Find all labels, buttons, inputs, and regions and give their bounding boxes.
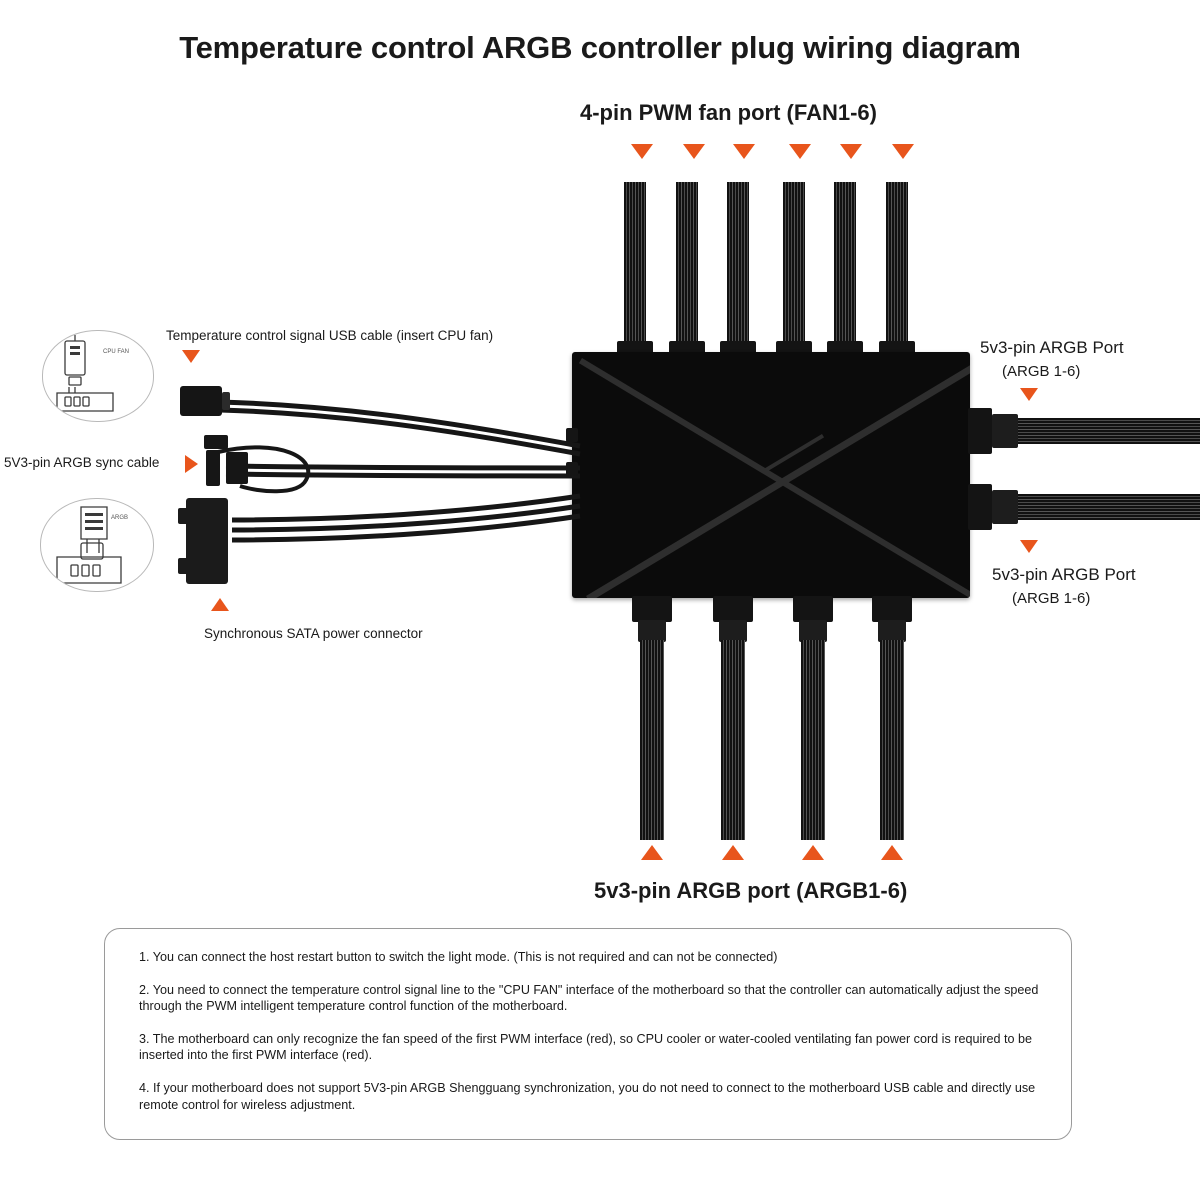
arrow-right-argb-sync-cable bbox=[185, 455, 198, 473]
connector-argb-bottom-2[interactable] bbox=[713, 596, 753, 622]
note-item-4: 4. If your motherboard does not support 5V3-pin ARGB Shengguang synchronization, you do not need to connect to the motherboard USB cable and directly use remote control for wireless adjustment. bbox=[139, 1081, 1036, 1112]
arrow-down-fan-5 bbox=[840, 144, 862, 159]
cable-argb-right-1 bbox=[1018, 418, 1200, 444]
usb-cable-plug-lip bbox=[222, 392, 230, 410]
arrow-down-usb-cable bbox=[182, 350, 200, 363]
cable-fan-2 bbox=[676, 182, 698, 354]
arrow-down-fan-2 bbox=[683, 144, 705, 159]
cable-fan-4 bbox=[783, 182, 805, 354]
connector-argb-right-1[interactable] bbox=[968, 408, 992, 454]
arrow-down-fan-6 bbox=[892, 144, 914, 159]
connector-argb-bottom-3-lip bbox=[799, 620, 827, 642]
connector-left-usb[interactable] bbox=[566, 428, 578, 442]
cable-argb-bottom-1 bbox=[640, 640, 664, 840]
label-argb-sync-cable: 5V3-pin ARGB sync cable bbox=[4, 455, 160, 470]
argb-controller-box[interactable] bbox=[572, 352, 970, 598]
arrow-down-argb-right-1 bbox=[1020, 388, 1038, 401]
controller-highlight-3 bbox=[762, 434, 824, 473]
cable-argb-right-2 bbox=[1018, 494, 1200, 520]
label-fan-top-ports: 4-pin PWM fan port (FAN1-6) bbox=[580, 100, 877, 125]
arrow-down-argb-right-2 bbox=[1020, 540, 1038, 553]
cable-argb-bottom-2 bbox=[721, 640, 745, 840]
connector-argb-right-2-lip bbox=[992, 490, 1018, 524]
arrow-up-argb-bottom-1 bbox=[641, 845, 663, 860]
arrow-up-sata-power bbox=[211, 598, 229, 611]
connector-argb-bottom-1[interactable] bbox=[632, 596, 672, 622]
notes-panel bbox=[104, 928, 1072, 1140]
label-usb-cable: Temperature control signal USB cable (insert CPU fan) bbox=[166, 328, 494, 343]
note-item-3: 3. The motherboard can only recognize the fan speed of the first PWM interface (red), so CPU cooler or water-cooled ventilating fan power cord is required to be inserted into the first PWM interface (red). bbox=[139, 1031, 1032, 1063]
connector-left-argb-sync[interactable] bbox=[566, 462, 578, 476]
thumbnail-argb-header bbox=[40, 498, 154, 592]
cable-argb-bottom-4 bbox=[880, 640, 904, 840]
sata-connector-notch-bottom bbox=[178, 558, 188, 574]
arrow-up-argb-bottom-4 bbox=[881, 845, 903, 860]
connector-argb-bottom-2-lip bbox=[719, 620, 747, 642]
connector-argb-bottom-4-lip bbox=[878, 620, 906, 642]
label-argb-right-port-2-sub: (ARGB 1-6) bbox=[1012, 590, 1091, 607]
label-argb-bottom-ports: 5v3-pin ARGB port (ARGB1-6) bbox=[594, 878, 908, 903]
thumbnail-argb-caption: ARGB bbox=[111, 515, 129, 521]
label-sata-power: Synchronous SATA power connector bbox=[204, 626, 423, 641]
connector-argb-bottom-3[interactable] bbox=[793, 596, 833, 622]
thumbnail-cpu-fan-caption: CPU FAN bbox=[103, 349, 130, 355]
note-item-1: 1. You can connect the host restart button to switch the light mode. (This is not required and can not be connected) bbox=[139, 950, 778, 964]
connector-argb-right-1-lip bbox=[992, 414, 1018, 448]
arrow-up-argb-bottom-3 bbox=[802, 845, 824, 860]
connector-argb-right-2[interactable] bbox=[968, 484, 992, 530]
arrow-down-fan-1 bbox=[631, 144, 653, 159]
cable-fan-6 bbox=[886, 182, 908, 354]
label-argb-right-port-2: 5v3-pin ARGB Port bbox=[992, 565, 1136, 584]
arrow-down-fan-4 bbox=[789, 144, 811, 159]
connector-argb-bottom-4[interactable] bbox=[872, 596, 912, 622]
arrow-up-argb-bottom-2 bbox=[722, 845, 744, 860]
page-title: Temperature control ARGB controller plug wiring diagram bbox=[179, 30, 1021, 65]
sata-connector-notch-top bbox=[178, 508, 188, 524]
controller-highlight-1 bbox=[579, 358, 970, 598]
label-argb-right-port-1: 5v3-pin ARGB Port bbox=[980, 338, 1124, 357]
cable-fan-1 bbox=[624, 182, 646, 354]
cable-fan-3 bbox=[727, 182, 749, 354]
cable-argb-bottom-3 bbox=[801, 640, 825, 840]
argb-sync-loop-wire bbox=[210, 442, 330, 502]
cable-fan-5 bbox=[834, 182, 856, 354]
arrow-down-fan-3 bbox=[733, 144, 755, 159]
label-argb-right-port-1-sub: (ARGB 1-6) bbox=[1002, 363, 1081, 380]
thumbnail-cpu-fan-header bbox=[42, 330, 154, 422]
usb-cable-plug[interactable] bbox=[180, 386, 222, 416]
note-item-2: 2. You need to connect the temperature control signal line to the "CPU FAN" interface of the motherboard so that the controller can automatically adjust the speed through the PWM intelligent temperature control function of the motherboard. bbox=[139, 982, 1039, 1014]
sata-power-connector[interactable] bbox=[186, 498, 228, 584]
connector-argb-bottom-1-lip bbox=[638, 620, 666, 642]
